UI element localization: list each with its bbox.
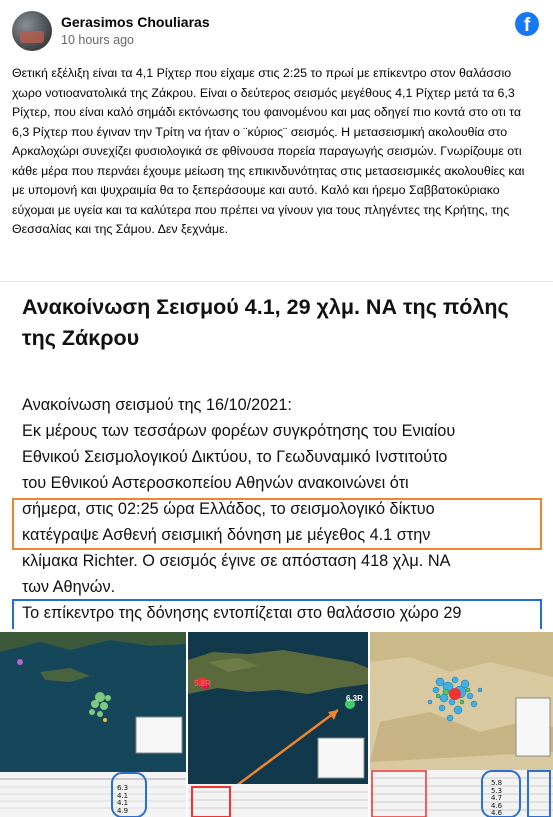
article-line: του Εθνικού Αστεροσκοπείου Αθηνών ανακοινώνει ότι bbox=[22, 474, 409, 492]
map-panel-3[interactable] bbox=[370, 632, 553, 817]
map1-mag: 6.3 bbox=[117, 784, 129, 792]
map3-mag: 4.6 bbox=[491, 801, 503, 810]
article-line: Εκ μέρους των τεσσάρων φορέων συγκρότησης του Ενιαίου bbox=[22, 422, 456, 440]
highlight-box-orange bbox=[12, 498, 542, 550]
divider bbox=[0, 281, 553, 282]
map-3-graphic bbox=[370, 632, 553, 817]
map-1-graphic bbox=[0, 632, 186, 817]
article-line: των Αθηνών. bbox=[22, 578, 116, 596]
map-panel-1[interactable] bbox=[0, 632, 186, 817]
article-line: Ανακοίνωση σεισμού της 16/10/2021: bbox=[22, 396, 292, 414]
post-text: Θετική εξέλιξη είναι τα 4,1 Ρίχτερ που είχαμε στις 2:25 το πρωί με επίκεντρο στον θαλάσσιο χωρο νοτιοανατολικά της Ζάκρου. Είναι ο δεύτερος σεισμός μεγέθους 4,1 Ρίχτερ μετά τα 6,3 Ρίχτερ, που είναι καλό σημάδι εκτόνωσης του φαινομένου και μας οδηγεί πιο κοντά στο οτι τα 6,3 Ρίχτερ που έγιναν την Τρίτη να ήταν ο ¨κύριος¨ σεισμός. Η μετασεισμική ακολουθία στο Αρκαλοχώρι συνεχίζει φυσιολογικά σε φθίνουσα πορεία παραγωγής σεισμών. Γνωρίζουμε οτι κάθε μέρα που περνάει έχουμε μείωση της επικινδυνότητας στις μετασεισμικές ακολουθίες και με υπομονή και ψυχραιμία θα το ξεπεράσουμε και αυτό. Καλό και ήρεμο Σαββατοκύριακο εύχομαι με υγεία και τα καλύτερα που πρέπει να γίνουν για τους πληγέντες της Κρήτης, της Θεσσαλίας και της Σάμου. Δεν ξεχνάμε. bbox=[12, 66, 525, 236]
article-title: Ανακοίνωση Σεισμού 4.1, 29 χλμ. ΝΑ της πόλης της Ζάκρου bbox=[22, 295, 509, 350]
highlight-box-blue bbox=[12, 599, 542, 629]
map-2-graphic bbox=[188, 632, 368, 817]
facebook-icon[interactable]: f bbox=[515, 12, 539, 36]
article-line: Εθνικού Σεισμολογικού Δικτύου, το Γεωδυναμικό Ινστιτούτο bbox=[22, 448, 448, 466]
map3-mag: 5.3 bbox=[491, 786, 503, 795]
map3-mag: 4.7 bbox=[491, 794, 503, 802]
article-line: Το επίκεντρο της δόνησης εντοπίζεται στο θαλάσσιο χώρο 29 bbox=[22, 604, 462, 622]
map1-mag: 4.1 bbox=[117, 791, 129, 800]
post-header bbox=[0, 0, 553, 60]
seismic-maps-strip bbox=[0, 632, 553, 817]
author-name[interactable]: Gerasimos Chouliaras bbox=[61, 14, 210, 30]
map3-mag: 4.6 bbox=[491, 809, 503, 817]
map1-mag: 4.9 bbox=[117, 806, 129, 815]
article-line: σήμερα, στις 02:25 ώρα Ελλάδος, το σεισμολογικό δίκτυο bbox=[22, 500, 435, 518]
article-line: κατέγραψε Ασθενή σεισμική δόνηση με μέγεθος 4.1 στην bbox=[22, 526, 431, 544]
map1-mag: 4.1 bbox=[117, 799, 129, 807]
avatar[interactable] bbox=[12, 11, 52, 51]
article-line: κλίμακα Richter. Ο σεισμός έγινε σε απόσταση 418 χλμ. ΝΑ bbox=[22, 552, 451, 570]
map2-label-b: 6.3R bbox=[346, 694, 363, 703]
map3-mag: 5.8 bbox=[491, 779, 503, 787]
map2-label-a: 5.8R bbox=[194, 679, 211, 688]
post-timestamp[interactable]: 10 hours ago bbox=[61, 33, 134, 47]
map-panel-2[interactable] bbox=[188, 632, 368, 817]
